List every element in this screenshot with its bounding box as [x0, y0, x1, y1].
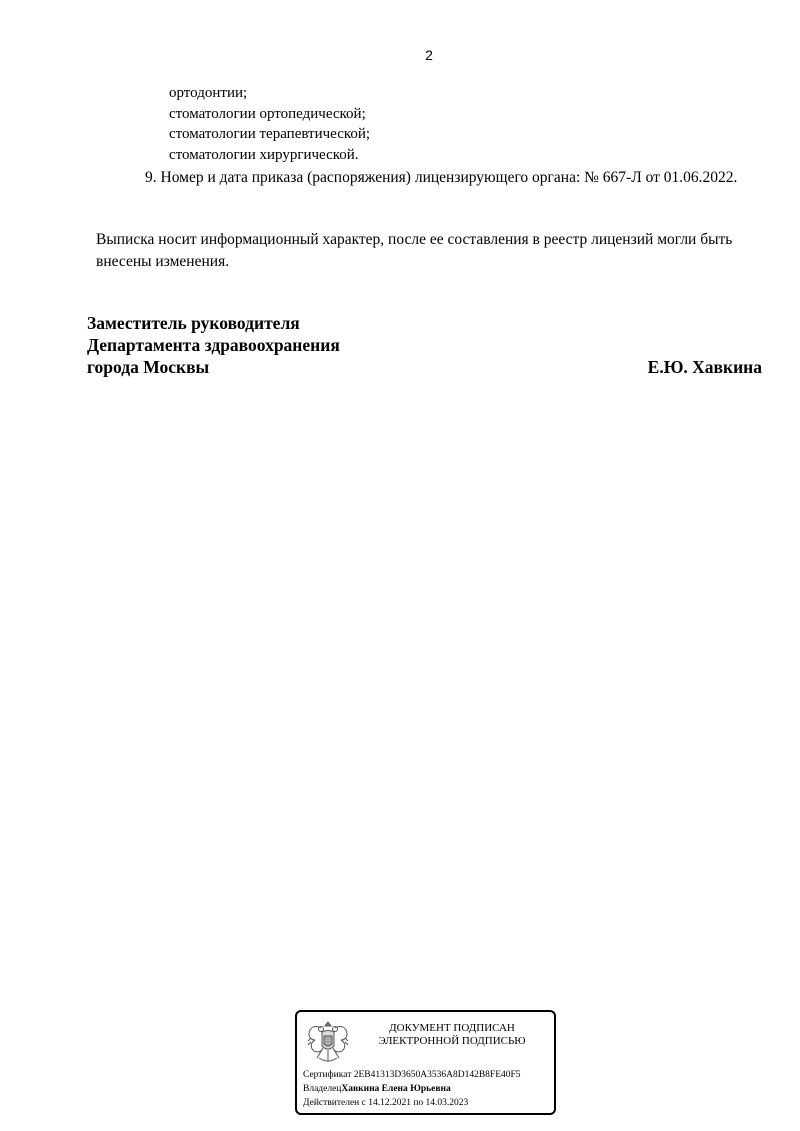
list-item: ортодонтии;: [169, 85, 248, 101]
owner-name: Хавкина Елена Юрьевна: [341, 1084, 451, 1094]
list-item: стоматологии ортопедической;: [169, 105, 366, 122]
page-number: 2: [425, 47, 433, 63]
stamp-details: [303, 1068, 521, 1110]
signatory-name: Е.Ю. Хавкина: [647, 357, 762, 377]
position-line: Заместитель руководителя: [87, 313, 300, 333]
stamp-heading-line: ДОКУМЕНТ ПОДПИСАН: [389, 1022, 515, 1034]
validity-line: Действителен с 14.12.2021 по 14.03.2023: [303, 1098, 469, 1108]
owner-line: [303, 1082, 521, 1096]
list-item: стоматологии хирургической.: [169, 146, 359, 163]
informational-note: Выписка носит информационный характер, после ее составления в реестр лицензий могли быть внесены изменения.: [96, 231, 733, 270]
position-line: Департамента здравоохранения: [87, 335, 340, 355]
position-line: города Москвы: [87, 357, 210, 377]
coat-of-arms-icon: [305, 1018, 351, 1068]
specialty-list: [169, 83, 370, 165]
electronic-signature-stamp: [295, 1010, 556, 1115]
list-item: стоматологии терапевтической;: [169, 126, 371, 142]
certificate-line: Сертификат 2EB41313D3650A3536A8D142B8FE40F5: [303, 1070, 521, 1080]
signatory-position: [87, 312, 340, 378]
owner-label: Владелец: [303, 1084, 342, 1094]
stamp-heading-line: ЭЛЕКТРОННОЙ ПОДПИСЬЮ: [378, 1035, 526, 1047]
stamp-heading: [357, 1022, 547, 1048]
order-number-item: 9. Номер и дата приказа (распоряжения) лицензирующего органа: № 667-Л от 01.06.2022.: [145, 169, 738, 186]
